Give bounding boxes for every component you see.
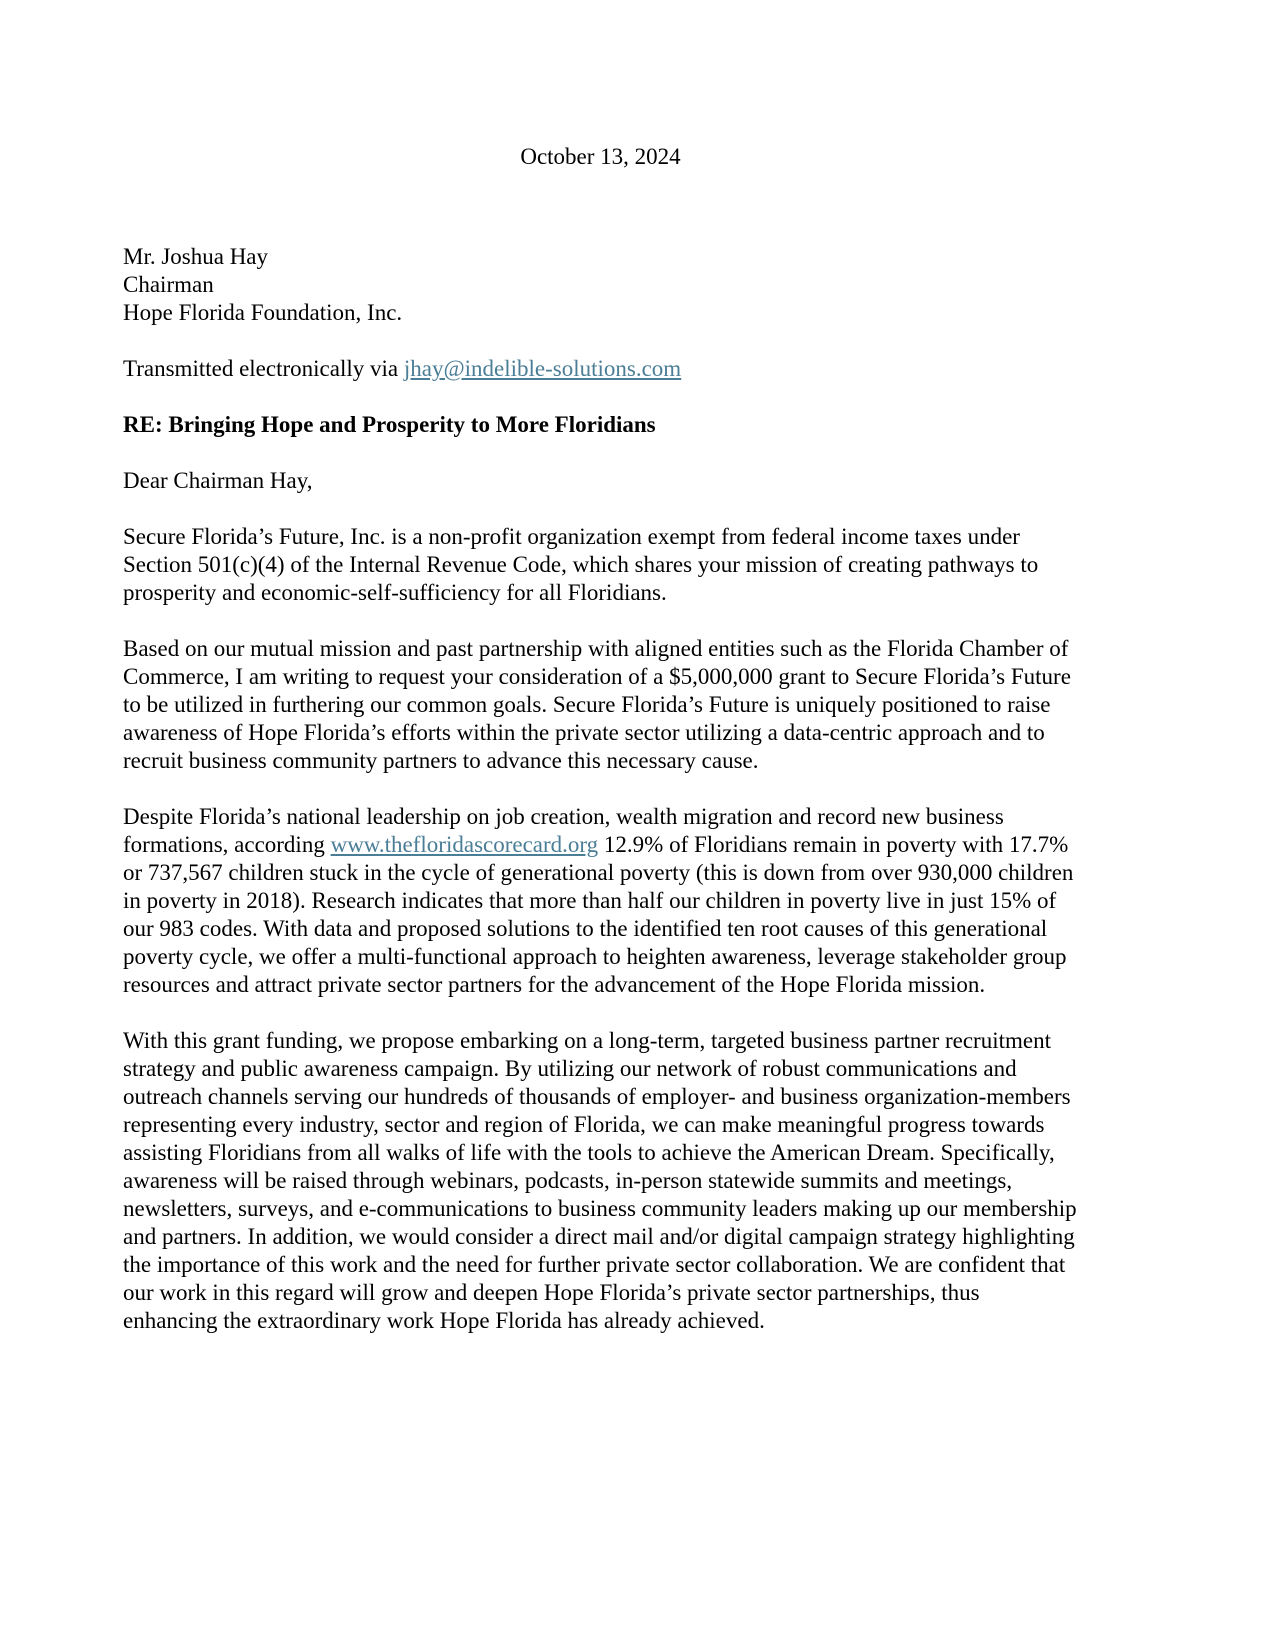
recipient-organization: Hope Florida Foundation, Inc. — [123, 300, 403, 325]
transmittal-text: Transmitted electronically via — [123, 356, 404, 381]
paragraph-1: Secure Florida’s Future, Inc. is a non-profit organization exempt from federal income taxes under Section 501(c)(4) of the Internal Revenue Code, which shares your mission of creating pathways to prosperity and economic-self-sufficiency for all Floridians. — [123, 524, 1039, 605]
subject-line: RE: Bringing Hope and Prosperity to More Floridians — [123, 412, 656, 437]
paragraph-3-text-after: 12.9% of Floridians remain in poverty with 17.7% or 737,567 children stuck in the cycle of generational poverty (this is down from over 930,000 children in poverty in 2018). Research indicates that more than half our children in poverty live in just 15% of our 983 codes. With data and proposed solutions to the identified ten root causes of this generational poverty cycle, we offer a multi-functional approach to heighten awareness, leverage stakeholder group resources and attract private sector partners for the advancement of the Hope Florida mission. — [123, 832, 1074, 997]
recipient-email-link[interactable]: jhay@indelible-solutions.com — [403, 356, 682, 381]
salutation: Dear Chairman Hay, — [123, 468, 313, 493]
scorecard-link[interactable]: www.thefloridascorecard.org — [330, 832, 599, 857]
paragraph-3-text-before: Despite Florida’s national leadership on job creation, wealth migration and record new business formations, according — [123, 804, 1004, 857]
recipient-title: Chairman — [123, 272, 214, 297]
paragraph-4: With this grant funding, we propose embarking on a long-term, targeted business partner recruitment strategy and public awareness campaign. By utilizing our network of robust communications and outreach channels serving our hundreds of thousands of employer- and business organization-members representing every industry, sector and region of Florida, we can make meaningful progress towards assisting Floridians from all walks of life with the tools to achieve the American Dream. Specifically, awareness will be raised through webinars, podcasts, in-person statewide summits and meetings, newsletters, surveys, and e-communications to business community leaders making up our membership and partners. In addition, we would consider a direct mail and/or digital campaign strategy highlighting the importance of this work and the need for further private sector collaboration. We are confident that our work in this regard will grow and deepen Hope Florida’s private sector partnerships, thus enhancing the extraordinary work Hope Florida has already achieved. — [123, 1028, 1077, 1333]
paragraph-3 — [123, 803, 1078, 999]
recipient-block — [123, 243, 1078, 327]
transmittal-line — [123, 355, 1078, 383]
recipient-name: Mr. Joshua Hay — [123, 244, 269, 269]
paragraph-2: Based on our mutual mission and past partnership with aligned entities such as the Florida Chamber of Commerce, I am writing to request your consideration of a $5,000,000 grant to Secure Florida’s Future to be utilized in furthering our common goals. Secure Florida’s Future is uniquely positioned to raise awareness of Hope Florida’s efforts within the private sector utilizing a data-centric approach and to recruit business community partners to advance this necessary cause. — [123, 636, 1071, 773]
letter-date: October 13, 2024 — [520, 144, 681, 169]
